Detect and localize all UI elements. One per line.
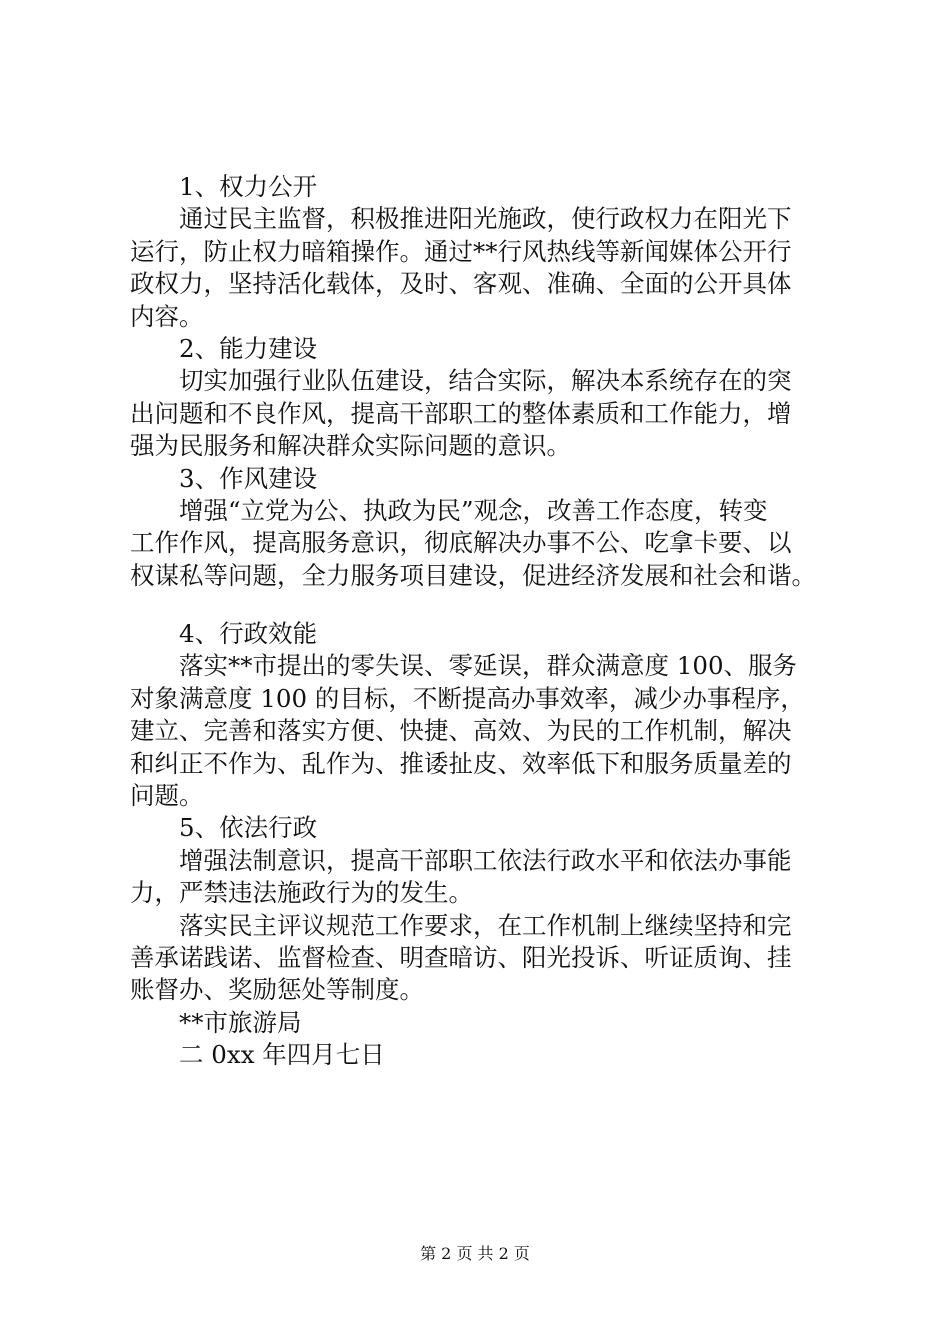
section-heading: 1、权力公开: [179, 172, 318, 201]
paragraph-line: 运行，防止权力暗箱操作。通过**行风热线等新闻媒体公开行: [130, 236, 792, 266]
paragraph-line: 工作作风，提高服务意识，彻底解决办事不公、吃拿卡要、以: [130, 528, 792, 558]
paragraph-line: 出问题和不良作风，提高干部职工的整体素质和工作能力，增: [130, 398, 792, 428]
section-heading: 2、能力建设: [179, 333, 318, 363]
paragraph-line: 内容。: [130, 301, 204, 331]
paragraph-line: 问题。: [130, 781, 204, 811]
paragraph-gap: [130, 592, 850, 618]
section-heading: 3、作风建设: [179, 463, 318, 493]
paragraph-line: 落实民主评议规范工作要求，在工作机制上继续坚持和完: [179, 910, 792, 940]
paragraph-line: 通过民主监督，积极推进阳光施政，使行政权力在阳光下: [179, 204, 792, 234]
paragraph-line: 切实加强行业队伍建设，结合实际，解决本系统存在的突: [179, 366, 792, 396]
section-heading: 4、行政效能: [179, 619, 318, 649]
document-body: [130, 171, 850, 1072]
signature-date: 二 0xx 年四月七日: [179, 1040, 385, 1070]
paragraph-line: 强为民服务和解决群众实际问题的意识。: [130, 431, 571, 461]
paragraph-line: 善承诺践诺、监督检查、明查暗访、阳光投诉、听证质询、挂: [130, 942, 792, 972]
paragraph-line: 落实**市提出的零失误、零延误，群众满意度 100、服务: [179, 651, 798, 681]
paragraph-line: 政权力，坚持活化载体，及时、客观、准确、全面的公开具体: [130, 269, 792, 299]
signature-organization: **市旅游局: [179, 1007, 302, 1037]
paragraph-line: 力，严禁违法施政行为的发生。: [130, 878, 473, 908]
paragraph-line: 权谋私等问题，全力服务项目建设，促进经济发展和社会和谐。: [130, 560, 816, 590]
paragraph-line: 建立、完善和落实方便、快捷、高效、为民的工作机制，解决: [130, 716, 792, 746]
paragraph-line: 和纠正不作为、乱作为、推诿扯皮、效率低下和服务质量差的: [130, 748, 792, 778]
section-heading: 5、依法行政: [179, 813, 318, 843]
paragraph-line: 增强“立党为公、执政为民”观念，改善工作态度，转变: [179, 495, 768, 525]
paragraph-line: 对象满意度 100 的目标，不断提高办事效率，减少办事程序，: [130, 683, 805, 713]
page-number-footer: 第 2 页 共 2 页: [420, 1244, 530, 1263]
paragraph-line: 账督办、奖励惩处等制度。: [130, 975, 424, 1005]
paragraph-line: 增强法制意识，提高干部职工依法行政水平和依法办事能: [179, 845, 792, 875]
